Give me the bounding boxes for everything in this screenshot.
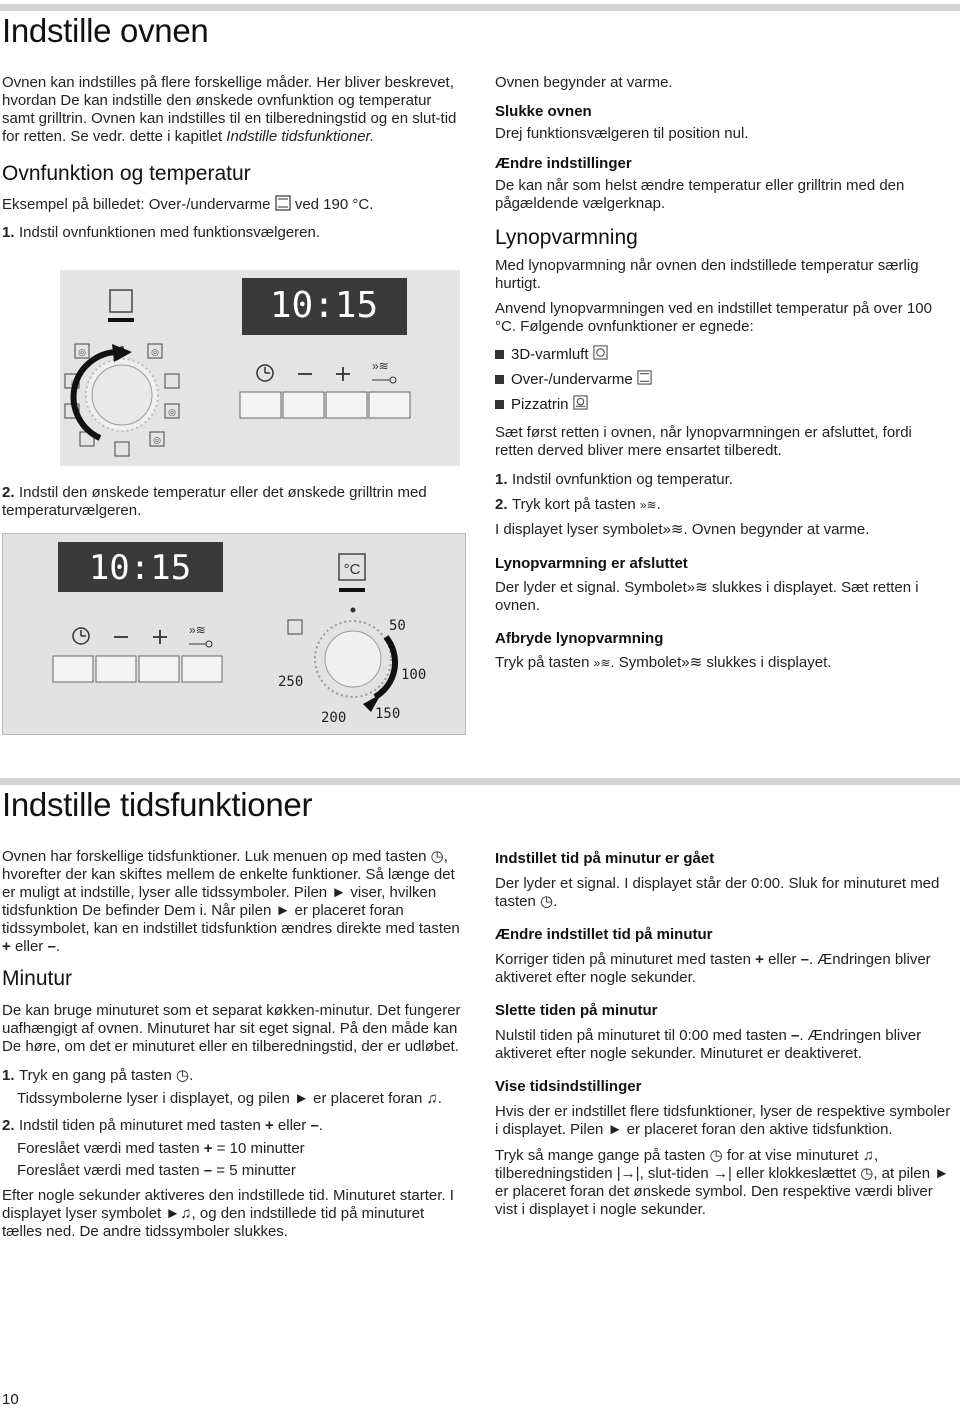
top-rule xyxy=(0,4,960,11)
minus-icon: – xyxy=(800,951,809,968)
right-column-1 xyxy=(495,74,953,672)
top-bottom-heat-icon xyxy=(275,195,291,216)
rapid-done-text: Der lyder et signal. Symbolet»≋ slukkes i displayet. Sæt retten i ovnen. xyxy=(495,579,919,614)
rapid-abort-title: Afbryde lynopvarmning xyxy=(495,630,664,647)
arrow-icon: ► xyxy=(294,1090,309,1107)
suitable-functions-list xyxy=(495,342,953,417)
plus-icon: + xyxy=(264,1117,274,1134)
change-settings-text: De kan når som helst ændre temperatur eller grilltrin med den pågældende vælgerknap. xyxy=(495,177,905,212)
clock-icon: ◷ xyxy=(540,893,554,910)
minus-icon: – xyxy=(47,938,56,955)
switch-off-title: Slukke ovnen xyxy=(495,103,592,120)
timer-done-text: Der lyder et signal. I displayet står der 0:00. Sluk for minuturet med tasten ◷. xyxy=(495,875,940,910)
rapid-heat-title: Lynopvarmning xyxy=(495,226,638,249)
show-settings-p1: Hvis der er indstillet flere tidsfunktioner, lyser de respektive symboler i displayet. Pilen ► er placeret foran den aktive tidsfunktion. xyxy=(495,1103,951,1138)
heat-start-text: Ovnen begynder at varme. xyxy=(495,74,673,91)
panel1-display-text: 10:15 xyxy=(269,285,379,326)
clock-icon: ◷ xyxy=(709,1147,723,1164)
intro-link[interactable]: Indstille tidsfunktioner. xyxy=(226,128,375,145)
minus-icon: – xyxy=(791,1027,800,1044)
bullet-square xyxy=(495,375,504,384)
svg-text:◎: ◎ xyxy=(78,347,86,357)
step-1: 1. Indstil ovnfunktionen med funktionsvælgeren. xyxy=(2,224,321,241)
plus-icon: + xyxy=(755,951,764,968)
rapid-heat-symbol-icon: »≋ xyxy=(686,579,708,596)
plus-icon: + xyxy=(203,1140,213,1157)
duration-icon: |→| xyxy=(616,1165,640,1182)
rapid-step-1: 1. Indstil ovnfunktion og temperatur. xyxy=(495,471,733,488)
end-time-icon: →| xyxy=(712,1165,732,1182)
temp-label-150: 150 xyxy=(375,706,401,722)
example-line: Eksempel på billedet: Over-/undervarme ved 190 °C. xyxy=(2,195,464,216)
step-2: 2. Indstil den ønskede temperatur eller det ønskede grilltrin med temperaturvælgeren. xyxy=(2,484,427,519)
arrow-icon: ► xyxy=(275,902,291,919)
rapid-heat-symbol-icon: »≋ xyxy=(662,521,684,538)
svg-text:◎: ◎ xyxy=(168,407,176,417)
svg-text:↓: ↓ xyxy=(69,377,75,387)
bell-icon: ♫ xyxy=(426,1090,438,1107)
oven-control-panel-2 xyxy=(2,533,466,735)
rapid-heat-p3: Sæt først retten i ovnen, når lynopvarmningen er afsluttet, fordi retten derved bliver mere ensartet tilberedt. xyxy=(495,424,912,459)
svg-text:°C: °C xyxy=(343,561,361,578)
rapid-abort-text: Tryk på tasten »≋. Symbolet»≋ slukkes i displayet. xyxy=(495,654,832,671)
timer-delete-text: Nulstil tiden på minuturet til 0:00 med tasten –. Ændringen bliver aktiveret efter nogle sekunder. Minuturet er deaktiveret. xyxy=(495,1027,922,1062)
show-settings-p2: Tryk så mange gange på tasten ◷ for at vise minuturet ♫, tilberedningstiden |→|, slut-tiden →| eller klokkeslættet ◷, at pilen ► er placeret foran det ønskede symbol. Den respektive værdi bliver vist i displayet i nogle sekunder. xyxy=(495,1147,950,1218)
svg-text:»≋: »≋ xyxy=(372,359,389,373)
rapid-display-text: I displayet lyser symbolet»≋. Ovnen begynder at varme. xyxy=(495,521,870,538)
rapid-heat-p1: Med lynopvarmning når ovnen den indstillede temperatur særlig hurtigt. xyxy=(495,257,919,292)
section-title-2: Indstille tidsfunktioner xyxy=(2,786,313,823)
top-bottom-heat-icon xyxy=(637,370,652,389)
time-intro: Ovnen har forskellige tidsfunktioner. Luk menuen op med tasten ◷, hvorefter der kan skiftes mellem de enkelte funktioner. Så længe det er muligt at indstille, lyser alle tidssymboler. Pilen ► viser, hvilken tidsfunktion De befinder Dem i. Når pilen ► er placeret foran tidssymbolet, kan en indstillet tidsfunktion ændres direkte med tasten + eller –. xyxy=(2,848,460,955)
show-settings-title: Vise tidsindstillinger xyxy=(495,1078,642,1095)
svg-text:»≋: »≋ xyxy=(189,623,206,637)
minutur-step-1: 1. Tryk en gang på tasten ◷. xyxy=(2,1067,194,1084)
arrow-icon: ► xyxy=(934,1165,950,1182)
arrow-icon: ► xyxy=(607,1121,623,1138)
list-item: Over-/undervarme xyxy=(495,367,953,392)
fan-heat-icon xyxy=(593,345,608,364)
list-item: 3D-varmluft xyxy=(495,342,953,367)
timer-change-text: Korriger tiden på minuturet med tasten + eller –. Ændringen bliver aktiveret efter nogle sekunder. xyxy=(495,951,931,986)
clock-icon: ◷ xyxy=(176,1067,190,1084)
left-column-1 xyxy=(2,74,464,242)
temp-label-200: 200 xyxy=(321,710,347,726)
page-number: 10 xyxy=(2,1391,19,1408)
rapid-done-title: Lynopvarmning er afsluttet xyxy=(495,555,688,572)
step-2-block xyxy=(2,484,464,520)
change-settings-title: Ændre indstillinger xyxy=(495,155,632,172)
minus-icon: – xyxy=(203,1162,213,1179)
temp-label-50: 50 xyxy=(389,618,406,634)
left-column-2 xyxy=(2,848,464,1241)
minus-icon: – xyxy=(310,1117,319,1134)
svg-text:◎: ◎ xyxy=(153,435,161,445)
section-title: Indstille ovnen xyxy=(2,12,209,49)
temp-label-250: 250 xyxy=(278,674,304,690)
panel2-display-text: 10:15 xyxy=(88,548,192,588)
bullet-square xyxy=(495,350,504,359)
minutur-step-2-plus: Foreslået værdi med tasten + = 10 minutter xyxy=(17,1140,305,1157)
switch-off-text: Drej funktionsvælgeren til position nul. xyxy=(495,125,749,142)
intro-paragraph: Ovnen kan indstilles på flere forskellige måder. Her bliver beskrevet, hvordan De kan indstille den ønskede ovnfunktion og temperatur samt grilltrin. Ovnen kan indstilles til en tilberedningstid og en slut-tid for retten. Se vedr. dette i kapitlet Indstille tidsfunktioner. xyxy=(2,74,457,145)
right-column-2 xyxy=(495,848,953,1219)
rapid-step-2: 2. Tryk kort på tasten »≋. xyxy=(495,496,661,513)
minutur-after-text: Efter nogle sekunder aktiveres den indstillede tid. Minuturet starter. I displayet lyser symbolet ►♫, og den indstillede tid på minuturet tælles ned. De andre tidssymboler slukkes. xyxy=(2,1187,454,1240)
minutur-text: De kan bruge minuturet som et separat køkken-minutur. Det fungerer uafhængigt af ovnen. Minuturet har sit eget signal. På den måde kan De høre, om det er minuturet eller en tilberedningstid, der er udløbet. xyxy=(2,1002,461,1055)
minutur-step-2: 2. Indstil tiden på minuturet med tasten + eller –. xyxy=(2,1117,323,1134)
plus-icon: + xyxy=(2,938,11,955)
rapid-heat-p2: Anvend lynopvarmningen ved en indstillet temperatur på over 100 °C. Følgende ovnfunktioner er egnede: xyxy=(495,300,932,335)
list-item: Pizzatrin xyxy=(495,392,953,417)
timer-done-title: Indstillet tid på minutur er gået xyxy=(495,850,715,867)
rapid-heat-key-icon: »≋ xyxy=(639,498,657,512)
bell-icon: ♫ xyxy=(862,1147,874,1164)
section-rule xyxy=(0,778,960,785)
pizza-setting-icon xyxy=(573,395,588,414)
minutur-step-2-minus: Foreslået værdi med tasten – = 5 minutter xyxy=(17,1162,296,1179)
timer-delete-title: Slette tiden på minutur xyxy=(495,1002,658,1019)
rapid-heat-symbol-icon: »≋ xyxy=(681,654,703,671)
arrow-bell-icon: ►♫ xyxy=(165,1205,192,1222)
bullet-square xyxy=(495,400,504,409)
oven-control-panel-1 xyxy=(60,270,460,466)
minutur-title: Minutur xyxy=(2,967,73,990)
rapid-heat-key-icon: »≋ xyxy=(593,656,611,670)
arrow-icon: ► xyxy=(331,884,347,901)
subsection-title: Ovnfunktion og temperatur xyxy=(2,162,251,185)
minutur-step-1-result: Tidssymbolerne lyser i displayet, og pilen ► er placeret foran ♫. xyxy=(17,1090,442,1107)
clock-icon: ◷ xyxy=(430,848,444,865)
svg-text:◎: ◎ xyxy=(151,347,159,357)
clock-icon: ◷ xyxy=(860,1165,874,1182)
timer-change-title: Ændre indstillet tid på minutur xyxy=(495,926,713,943)
temp-label-100: 100 xyxy=(401,667,427,683)
